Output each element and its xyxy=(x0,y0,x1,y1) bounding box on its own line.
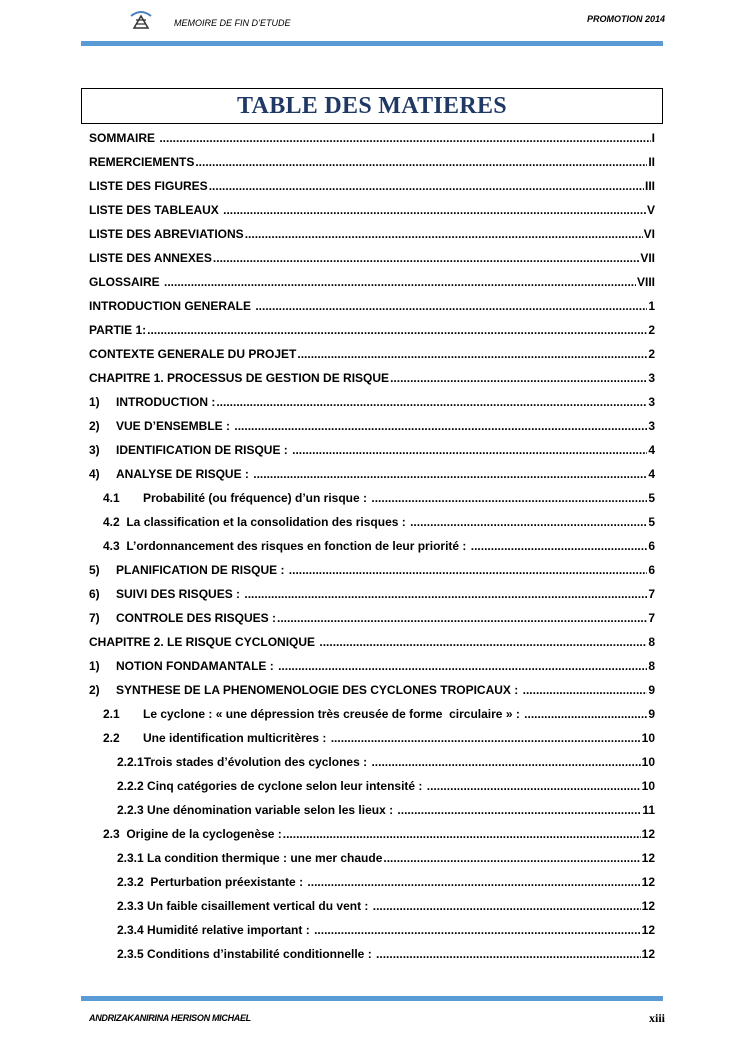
toc-entry-number: 2.1 xyxy=(103,707,120,721)
toc-entry-number: 4.1 xyxy=(103,491,120,505)
toc-entry-page: 6 xyxy=(648,539,655,553)
toc-entry-page: VI xyxy=(643,227,655,241)
toc-entry-text: 2.2.2 Cinq catégories de cyclone selon leur intensité : xyxy=(117,779,426,793)
toc-entry-text: CONTROLE DES RISQUES : xyxy=(116,611,277,625)
school-logo-icon xyxy=(128,8,154,30)
dot-leader xyxy=(410,515,647,529)
dot-leader xyxy=(383,851,640,865)
toc-entry-text: REMERCIEMENTS xyxy=(89,155,195,169)
toc-entry-text: PLANIFICATION DE RISQUE : xyxy=(116,563,288,577)
dot-leader xyxy=(314,923,641,937)
toc-entry-text: CHAPITRE 2. LE RISQUE CYCLONIQUE xyxy=(89,635,319,649)
toc-entry[interactable] xyxy=(89,203,655,227)
toc-entry-text: SOMMAIRE xyxy=(89,131,159,145)
toc-entry-text: 2.3.5 Conditions d’instabilité conditionnelle : xyxy=(117,947,376,961)
toc-entry-text: 2.3.4 Humidité relative important : xyxy=(117,923,314,937)
toc-entry[interactable] xyxy=(89,539,655,563)
dot-leader xyxy=(376,947,641,961)
toc-entry-text: INTRODUCTION : xyxy=(116,395,216,409)
toc-entry[interactable] xyxy=(89,443,655,467)
dot-leader xyxy=(164,275,636,289)
toc-entry-page: 7 xyxy=(648,587,655,601)
toc-entry-text: 2.3.2 Perturbation préexistante : xyxy=(117,875,307,889)
dot-leader xyxy=(223,203,646,217)
toc-entry-number: 6) xyxy=(89,587,100,601)
toc-entry-text: Le cyclone : « une dépression très creusée de forme circulaire » : xyxy=(143,707,524,721)
dot-leader xyxy=(397,803,641,817)
toc-entry-page: 12 xyxy=(641,827,655,841)
toc-entry[interactable] xyxy=(89,899,655,923)
toc-entry[interactable] xyxy=(89,803,655,827)
toc-entry-page: 10 xyxy=(641,755,655,769)
toc-entry[interactable] xyxy=(89,491,655,515)
toc-entry[interactable] xyxy=(89,659,655,683)
toc-entry-text: LISTE DES ABREVIATIONS xyxy=(89,227,244,241)
header-rule xyxy=(81,41,663,46)
toc-entry[interactable] xyxy=(89,419,655,443)
dot-leader xyxy=(147,323,647,337)
dot-leader xyxy=(297,347,647,361)
toc-entry-text: 4.3 L’ordonnancement des risques en fonction de leur priorité : xyxy=(103,539,470,553)
toc-entry-page: 8 xyxy=(648,659,655,673)
toc-entry-text: Probabilité (ou fréquence) d’un risque : xyxy=(143,491,371,505)
toc-entry-page: 5 xyxy=(648,491,655,505)
dot-leader xyxy=(244,587,647,601)
toc-entry[interactable] xyxy=(89,779,655,803)
toc-entry[interactable] xyxy=(89,179,655,203)
toc-entry-page: 5 xyxy=(648,515,655,529)
dot-leader xyxy=(373,899,641,913)
toc-entry[interactable] xyxy=(89,875,655,899)
dot-leader xyxy=(278,659,647,673)
dot-leader xyxy=(283,827,641,841)
toc-entry[interactable] xyxy=(89,683,655,707)
dot-leader xyxy=(307,875,640,889)
toc-entry-page: 2 xyxy=(648,347,655,361)
toc-entry-page: 3 xyxy=(648,419,655,433)
toc-entry-page: 12 xyxy=(641,947,655,961)
page-number: xiii xyxy=(648,1011,665,1025)
dot-leader xyxy=(371,491,647,505)
toc-entry-text: GLOSSAIRE xyxy=(89,275,164,289)
toc-entry-page: VIII xyxy=(636,275,655,289)
toc-entry-page: I xyxy=(651,131,655,145)
toc-entry-text: CONTEXTE GENERALE DU PROJET xyxy=(89,347,297,361)
toc-entry[interactable] xyxy=(89,587,655,611)
toc-entry-page: 4 xyxy=(648,467,655,481)
toc-entry-text: IDENTIFICATION DE RISQUE : xyxy=(116,443,292,457)
toc-entry-page: 7 xyxy=(648,611,655,625)
toc-entry-page: 10 xyxy=(641,779,655,793)
toc-entry-number: 2.2 xyxy=(103,731,120,745)
table-of-contents xyxy=(89,131,655,971)
toc-entry-text: 2.3 Origine de la cyclogenèse : xyxy=(103,827,282,841)
toc-entry-page: V xyxy=(646,203,655,217)
footer-author: ANDRIZAKANIRINA HERISON MICHAEL xyxy=(89,1013,251,1023)
toc-entry-number: 4) xyxy=(89,467,100,481)
toc-entry-page: 8 xyxy=(648,635,655,649)
dot-leader xyxy=(427,779,641,793)
toc-entry-page: 4 xyxy=(648,443,655,457)
toc-entry-page: 12 xyxy=(641,923,655,937)
toc-entry[interactable] xyxy=(89,515,655,539)
toc-entry-page: 3 xyxy=(648,395,655,409)
toc-entry-text: 4.2 La classification et la consolidation des risques : xyxy=(103,515,410,529)
toc-entry-page: III xyxy=(644,179,655,193)
footer-rule xyxy=(81,996,663,1001)
toc-entry-text: 2.2.3 Une dénomination variable selon les lieux : xyxy=(117,803,397,817)
toc-entry-number: 7) xyxy=(89,611,100,625)
toc-entry-page: 10 xyxy=(641,731,655,745)
toc-entry[interactable] xyxy=(89,851,655,875)
dot-leader xyxy=(234,419,647,433)
toc-entry[interactable] xyxy=(89,947,655,971)
toc-entry[interactable] xyxy=(89,323,655,347)
toc-entry-page: 12 xyxy=(641,899,655,913)
dot-leader xyxy=(524,707,647,721)
toc-entry-page: II xyxy=(648,155,655,169)
dot-leader xyxy=(255,299,647,313)
toc-entry-page: 3 xyxy=(648,371,655,385)
toc-entry-text: 2.2.1Trois stades d’évolution des cyclones : xyxy=(117,755,371,769)
toc-entry-text: LISTE DES FIGURES xyxy=(89,179,208,193)
dot-leader xyxy=(523,683,648,697)
toc-entry[interactable] xyxy=(89,275,655,299)
toc-entry[interactable] xyxy=(89,467,655,491)
toc-entry-number: 1) xyxy=(89,395,100,409)
toc-entry-page: 1 xyxy=(648,299,655,313)
toc-entry[interactable] xyxy=(89,227,655,251)
toc-entry[interactable] xyxy=(89,155,655,179)
toc-entry-number: 3) xyxy=(89,443,100,457)
dot-leader xyxy=(277,611,647,625)
toc-entry-page: 12 xyxy=(641,875,655,889)
dot-leader xyxy=(209,179,644,193)
toc-entry[interactable] xyxy=(89,131,655,155)
toc-entry-text: Une identification multicritères : xyxy=(143,731,330,745)
dot-leader xyxy=(216,395,647,409)
toc-entry-page: 6 xyxy=(648,563,655,577)
toc-entry[interactable] xyxy=(89,563,655,587)
toc-entry-text: 2.3.1 La condition thermique : une mer chaude xyxy=(117,851,383,865)
toc-entry-page: 2 xyxy=(648,323,655,337)
toc-entry[interactable] xyxy=(89,707,655,731)
toc-entry-text: LISTE DES TABLEAUX xyxy=(89,203,223,217)
dot-leader xyxy=(331,731,641,745)
toc-entry[interactable] xyxy=(89,371,655,395)
toc-entry-number: 2) xyxy=(89,419,100,433)
dot-leader xyxy=(213,251,639,265)
toc-entry-text: ANALYSE DE RISQUE : xyxy=(116,467,253,481)
dot-leader xyxy=(371,755,640,769)
toc-entry-text: SUIVI DES RISQUES : xyxy=(116,587,244,601)
toc-entry-text: PARTIE 1: xyxy=(89,323,147,337)
toc-entry-number: 1) xyxy=(89,659,100,673)
header-title: MEMOIRE DE FIN D’ETUDE xyxy=(174,18,291,28)
dot-leader xyxy=(253,467,647,481)
toc-entry-number: 5) xyxy=(89,563,100,577)
toc-entry-text: INTRODUCTION GENERALE xyxy=(89,299,255,313)
toc-entry-text: 2.3.3 Un faible cisaillement vertical du vent : xyxy=(117,899,372,913)
toc-entry[interactable] xyxy=(89,635,655,659)
toc-entry[interactable] xyxy=(89,755,655,779)
toc-entry-page: 9 xyxy=(648,683,655,697)
toc-entry-page: 9 xyxy=(648,707,655,721)
toc-entry-text: VUE D’ENSEMBLE : xyxy=(116,419,234,433)
title-box xyxy=(81,88,663,124)
dot-leader xyxy=(159,131,650,145)
toc-entry-page: 11 xyxy=(642,803,655,817)
header-promotion: PROMOTION 2014 xyxy=(586,14,665,24)
toc-entry[interactable] xyxy=(89,395,655,419)
toc-entry-page: 12 xyxy=(641,851,655,865)
dot-leader xyxy=(292,443,647,457)
toc-entry-page: VII xyxy=(640,251,655,265)
toc-entry[interactable] xyxy=(89,347,655,371)
dot-leader xyxy=(471,539,648,553)
toc-entry[interactable] xyxy=(89,251,655,275)
toc-entry[interactable] xyxy=(89,731,655,755)
toc-entry[interactable] xyxy=(89,923,655,947)
toc-entry-text: LISTE DES ANNEXES xyxy=(89,251,212,265)
dot-leader xyxy=(289,563,648,577)
page-title: TABLE DES MATIERES xyxy=(237,93,507,119)
toc-entry[interactable] xyxy=(89,611,655,635)
dot-leader xyxy=(319,635,647,649)
toc-entry-text: CHAPITRE 1. PROCESSUS DE GESTION DE RISQUE xyxy=(89,371,390,385)
dot-leader xyxy=(390,371,647,385)
toc-entry[interactable] xyxy=(89,827,655,851)
dot-leader xyxy=(195,155,647,169)
toc-entry[interactable] xyxy=(89,299,655,323)
toc-entry-number: 2) xyxy=(89,683,100,697)
toc-entry-text: SYNTHESE DE LA PHENOMENOLOGIE DES CYCLONES TROPICAUX : xyxy=(116,683,522,697)
dot-leader xyxy=(245,227,643,241)
toc-entry-text: NOTION FONDAMANTALE : xyxy=(116,659,278,673)
